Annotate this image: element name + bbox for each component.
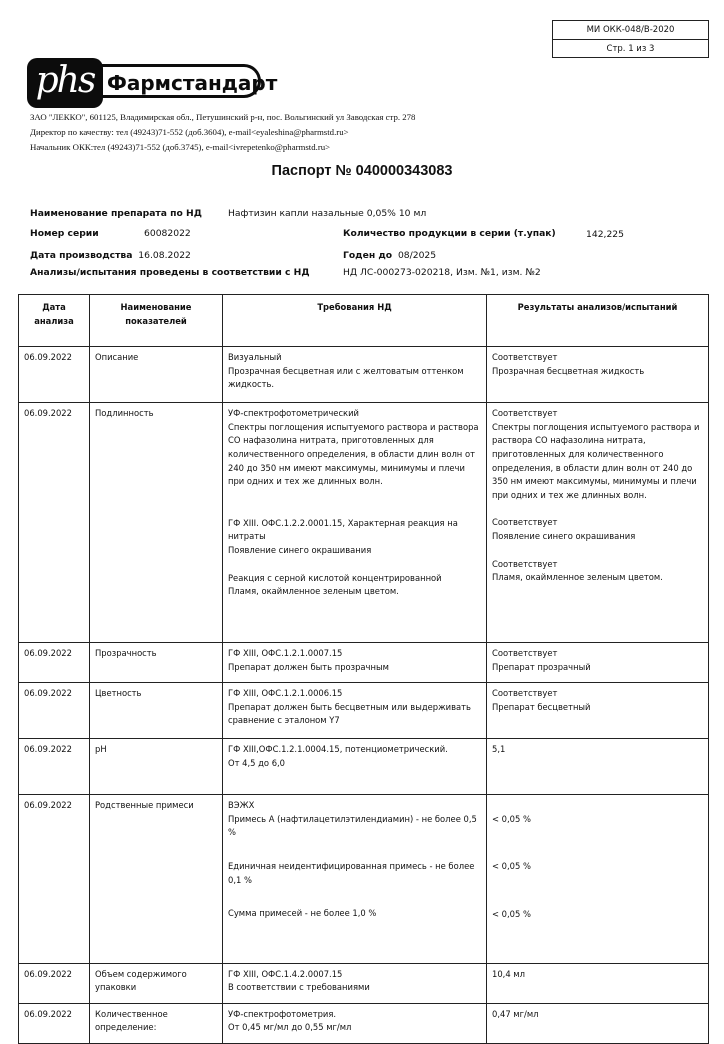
drug-name-value: Нафтизин капли назальные 0,05% 10 мл xyxy=(228,208,427,219)
parameter-name-cell: Подлинность xyxy=(90,403,223,643)
logo-name: Фармстандарт xyxy=(97,64,261,98)
company-details xyxy=(30,110,415,155)
analysis-date-cell: 06.09.2022 xyxy=(19,963,90,1003)
table-row xyxy=(19,347,709,403)
analysis-date-cell: 06.09.2022 xyxy=(19,347,90,403)
table-row xyxy=(19,739,709,795)
requirements-cell xyxy=(223,347,487,403)
analysis-date-cell: 06.09.2022 xyxy=(19,1003,90,1043)
results-cell xyxy=(487,643,709,683)
logo-mark: phs xyxy=(27,58,103,108)
table-row xyxy=(19,403,709,643)
parameter-name-cell: Описание xyxy=(90,347,223,403)
results-cell xyxy=(487,739,709,795)
requirements-cell xyxy=(223,643,487,683)
requirements-cell xyxy=(223,683,487,739)
requirement-block: ГФ XIII, ОФС.1.2.1.0006.15 Препарат должен быть бесцветным или выдерживать сравнение с эталоном Y7 xyxy=(228,688,471,726)
header-date: Дата анализа xyxy=(19,295,90,347)
requirement-block: УФ-спектрофотометрия. От 0,45 мг/мл до 0,55 мг/мл xyxy=(228,1008,352,1033)
requirements-cell xyxy=(223,403,487,643)
header-parameter: Наименование показателей xyxy=(90,295,223,347)
quantity-label-wrap xyxy=(343,228,556,239)
requirement-block: Единичная неидентифицированная примесь - не более 0,1 % xyxy=(228,860,475,885)
requirement-block: Сумма примесей - не более 1,0 % xyxy=(228,908,377,919)
results-cell xyxy=(487,1003,709,1043)
page-counter: Стр. 1 из 3 xyxy=(606,44,655,54)
result-block: Соответствует Появление синего окрашивания xyxy=(492,517,636,541)
result-block: Соответствует Пламя, окаймленное зеленым цветом. xyxy=(492,558,663,583)
result-block: < 0,05 % xyxy=(492,908,531,919)
parameter-name-cell: Количественное определение: xyxy=(90,1003,223,1043)
parameter-name-cell: Объем содержимого упаковки xyxy=(90,963,223,1003)
requirement-block: ГФ XIII,ОФС.1.2.1.0004.15, потенциометрический. От 4,5 до 6,0 xyxy=(228,744,448,768)
parameter-name-cell: Прозрачность xyxy=(90,643,223,683)
drug-name-row xyxy=(30,208,202,219)
table-row xyxy=(19,1003,709,1043)
tests-value: НД ЛС-000273-020218, Изм. №1, изм. №2 xyxy=(343,267,541,278)
requirements-cell xyxy=(223,795,487,963)
header-requirements: Требования НД xyxy=(223,295,487,347)
analysis-date-cell: 06.09.2022 xyxy=(19,643,90,683)
table-row xyxy=(19,683,709,739)
results-cell xyxy=(487,963,709,1003)
requirement-block: ГФ XIII, ОФС.1.2.1.0007.15 Препарат должен быть прозрачным xyxy=(228,648,389,672)
production-date-row xyxy=(30,250,191,261)
analysis-date-cell: 06.09.2022 xyxy=(19,795,90,963)
requirement-block: ГФ XIII, ОФС.1.4.2.0007.15 В соответствии с требованиями xyxy=(228,968,370,993)
company-address: ЗАО "ЛЕККО", 601125, Владимирская обл., Петушинский р-н, пос. Вольгинский ул Заводская стр. 278 xyxy=(30,112,416,122)
tests-label-wrap xyxy=(30,267,310,278)
results-cell xyxy=(487,347,709,403)
qc-head-contact: Начальник ОКК:тел (49243)71-552 (доб.3745), e-mail<ivrepetenko@pharmstd.ru> xyxy=(30,142,331,152)
result-block: Соответствует Спектры поглощения испытуемого раствора и раствора СО нафазолина нитрата, приготовленных для количественного определения, в области длин волн от 240 до 350 нм имеют максимумы, минимумы и плечи при одних и тех же длинных волн. xyxy=(492,408,700,500)
table-row xyxy=(19,963,709,1003)
requirements-cell xyxy=(223,1003,487,1043)
series-value: 60082022 xyxy=(144,228,191,239)
table-row xyxy=(19,643,709,683)
analysis-date-cell: 06.09.2022 xyxy=(19,739,90,795)
result-block: < 0,05 % xyxy=(492,813,531,824)
document-ref-box xyxy=(552,20,709,58)
table-header-row xyxy=(19,295,709,347)
tests-label: Анализы/испытания проведены в соответствии с НД xyxy=(30,267,310,278)
parameter-name-cell: Родственные примеси xyxy=(90,795,223,963)
production-date-label: Дата производства xyxy=(30,250,133,261)
result-block: 10,4 мл xyxy=(492,968,525,979)
requirement-block: Визуальный Прозрачная бесцветная или с желтоватым оттенком жидкость. xyxy=(228,352,464,390)
document-code: МИ ОКК-048/В-2020 xyxy=(553,21,708,40)
requirement-block: ВЭЖХ Примесь А (нафтилацетилэтилендиамин) - не более 0,5 % xyxy=(228,800,477,838)
series-label: Номер серии xyxy=(30,228,99,239)
requirements-cell xyxy=(223,739,487,795)
header-results: Результаты анализов/испытаний xyxy=(487,295,709,347)
series-label-wrap xyxy=(30,228,99,239)
expiry-value: 08/2025 xyxy=(397,250,437,261)
results-cell xyxy=(487,683,709,739)
result-block: 5,1 xyxy=(492,744,506,755)
quantity-label: Количество продукции в серии (т.упак) xyxy=(343,228,556,239)
quantity-value: 142,225 xyxy=(586,229,624,240)
table-body xyxy=(19,347,709,1043)
analysis-date-cell: 06.09.2022 xyxy=(19,683,90,739)
parameter-name-cell: pH xyxy=(90,739,223,795)
parameter-name-cell: Цветность xyxy=(90,683,223,739)
expiry-row xyxy=(343,250,436,261)
page-title: Паспорт № 040000343083 xyxy=(271,163,453,179)
results-cell xyxy=(487,795,709,963)
result-block: Соответствует Прозрачная бесцветная жидкость xyxy=(492,352,645,376)
analysis-date-cell: 06.09.2022 xyxy=(19,403,90,643)
drug-name-label: Наименование препарата по НД xyxy=(30,208,202,219)
result-block: 0,47 мг/мл xyxy=(492,1008,539,1019)
result-block: Соответствует Препарат бесцветный xyxy=(492,688,591,712)
results-cell xyxy=(487,403,709,643)
expiry-label: Годен до xyxy=(343,250,393,261)
requirements-cell xyxy=(223,963,487,1003)
table-row xyxy=(19,795,709,963)
requirement-block: УФ-спектрофотометрический Спектры поглощения испытуемого раствора и раствора СО нафазолина нитрата, приготовленных для количественного определения, в области длин волн от 240 до 350 нм имеют максимумы, минимумы и плечи при одних и тех же длинных волн. xyxy=(228,408,479,487)
requirement-block: Реакция с серной кислотой концентрированной Пламя, окаймленное зеленым цветом. xyxy=(228,572,442,597)
result-block: < 0,05 % xyxy=(492,861,531,872)
quality-director-contact: Директор по качеству: тел (49243)71-552 (доб.3604), e-mail<eyaleshina@pharmstd.ru> xyxy=(30,127,349,137)
requirement-block: ГФ XIII. ОФС.1.2.2.0001.15, Характерная реакция на нитраты Появление синего окрашивания xyxy=(228,517,458,555)
production-date-value: 16.08.2022 xyxy=(138,250,191,261)
result-block: Соответствует Препарат прозрачный xyxy=(492,648,591,672)
results-table xyxy=(18,294,709,1044)
